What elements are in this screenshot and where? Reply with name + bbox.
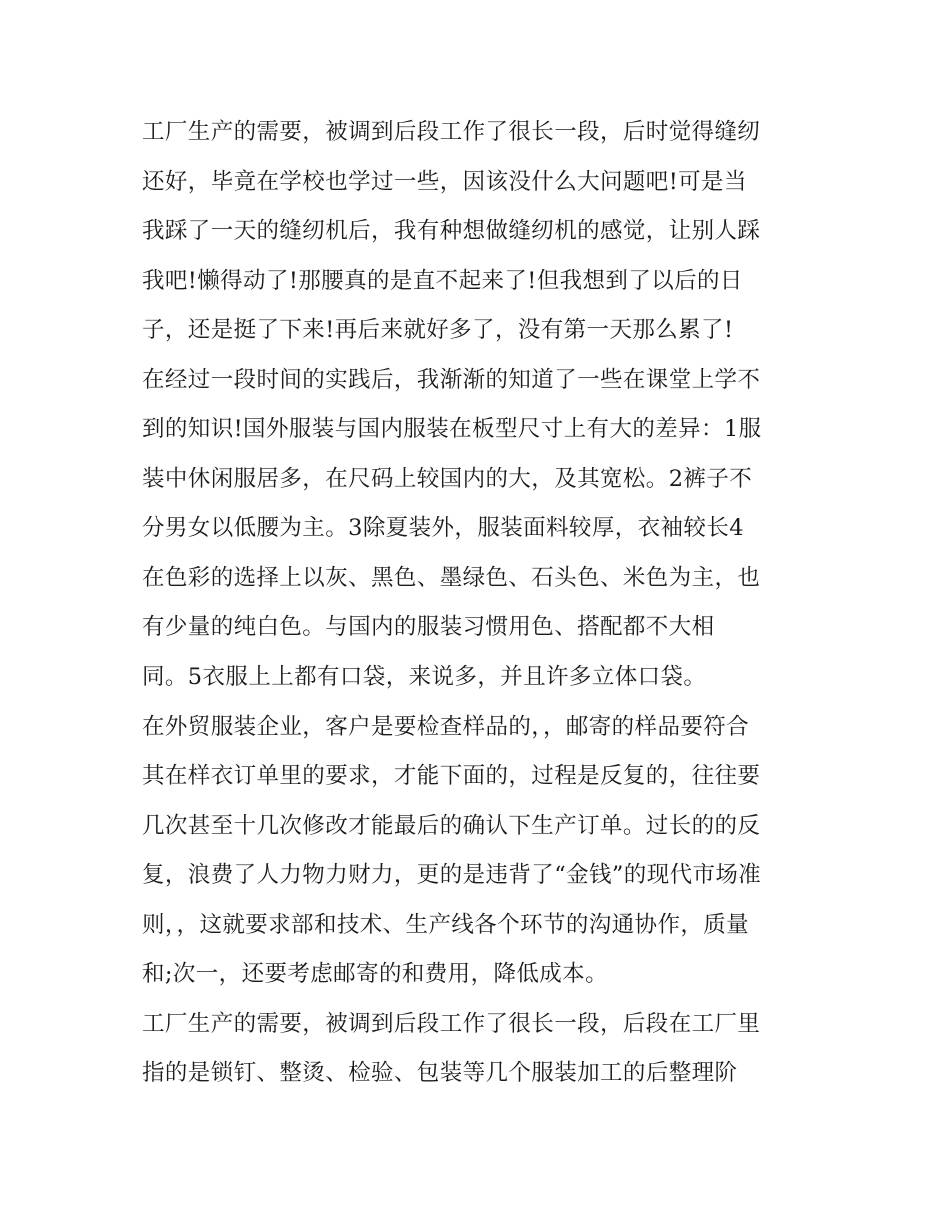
text-line: 和;次一，还要考虑邮寄的和费用，降低成本。 — [142, 961, 608, 988]
text-line: 则，，这就要求部和技术、生产线各个环节的沟通协作，质量 — [142, 911, 750, 938]
text-line: 我吧!懒得动了!那腰真的是直不起来了!但我想到了以后的日 — [142, 267, 743, 294]
text-line: 有少量的纯白色。与国内的服装习惯用色、搭配都不大相 — [142, 614, 715, 641]
text-line: 分男女以低腰为主。3除夏装外，服装面料较厚，衣袖较长4 — [142, 515, 744, 542]
text-line: 同。5衣服上上都有口袋，来说多，并且许多立体口袋。 — [142, 664, 707, 691]
text-line: 在经过一段时间的实践后，我渐渐的知道了一些在课堂上学不 — [142, 366, 761, 393]
body-text — [142, 108, 814, 1099]
text-line: 我踩了一天的缝纫机后，我有种想做缝纫机的感觉，让别人踩 — [142, 218, 761, 245]
text-line: 几次甚至十几次修改才能最后的确认下生产订单。过长的的反 — [142, 812, 761, 839]
text-line: 子，还是挺了下来!再后来就好多了，没有第一天那么累了! — [142, 317, 734, 344]
text-line: 装中休闲服居多，在尺码上较国内的大，及其宽松。2裤子不 — [142, 465, 753, 492]
text-line: 到的知识!国外服装与国内服装在板型尺寸上有大的差异：1服 — [142, 416, 762, 443]
text-line: 在外贸服装企业，客户是要检查样品的，，邮寄的样品要符合 — [142, 713, 750, 740]
text-line: 工厂生产的需要，被调到后段工作了很长一段，后时觉得缝纫 — [142, 119, 761, 145]
text-line: 复，浪费了人力物力财力，更的是违背了“金钱”的现代市场准 — [142, 862, 762, 889]
text-line: 指的是锁钉、整烫、检验、包装等几个服装加工的后整理阶 — [142, 1060, 738, 1087]
text-line: 在色彩的选择上以灰、黑色、墨绿色、石头色、米色为主，也 — [142, 564, 761, 591]
text-line: 其在样衣订单里的要求，才能下面的，过程是反复的，往往要 — [142, 763, 761, 790]
text-line: 工厂生产的需要，被调到后段工作了很长一段，后段在工厂里 — [142, 1010, 761, 1037]
text-line: 还好，毕竟在学校也学过一些，因该没什么大问题吧!可是当 — [142, 168, 747, 195]
